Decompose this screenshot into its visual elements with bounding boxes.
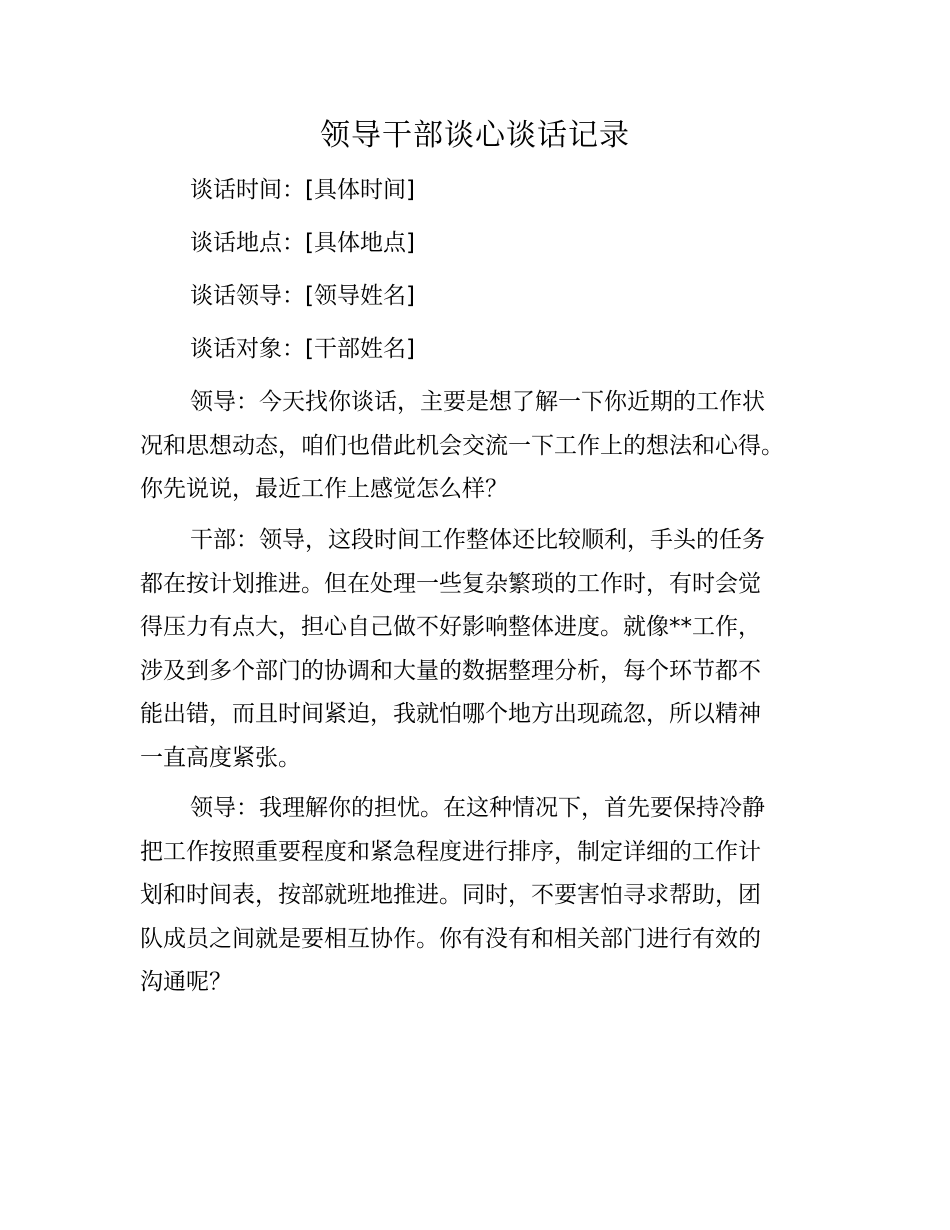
paragraph-line: 一直高度紧张。 (140, 744, 301, 771)
paragraph-cadre-reply (140, 519, 820, 780)
paragraph-line: 领导：今天找你谈话，主要是想了解一下你近期的工作状 (190, 389, 765, 415)
paragraph-line: 把工作按照重要程度和紧急程度进行排序，制定详细的工作计 (140, 838, 761, 865)
paragraph-leader-opening (140, 381, 820, 512)
meta-talk-subject: 谈话对象：[干部姓名] (190, 336, 415, 362)
paragraph-line: 涉及到多个部门的协调和大量的数据整理分析，每个环节都不 (140, 657, 761, 684)
paragraph-line: 沟通呢？ (140, 969, 232, 995)
paragraph-leader-advice (140, 787, 820, 1005)
paragraph-line: 队成员之间就是要相互协作。你有没有和相关部门进行有效的 (140, 925, 761, 952)
page-title: 领导干部谈心谈话记录 (320, 118, 630, 153)
paragraph-line: 干部：领导，这段时间工作整体还比较顺利，手头的任务 (190, 527, 765, 553)
paragraph-line: 得压力有点大，担心自己做不好影响整体进度。就像**工作， (140, 614, 761, 640)
paragraph-line: 能出错，而且时间紧迫，我就怕哪个地方出现疏忽，所以精神 (140, 701, 761, 727)
meta-talk-location: 谈话地点：[具体地点] (190, 230, 415, 256)
paragraph-line: 划和时间表，按部就班地推进。同时，不要害怕寻求帮助，团 (140, 882, 761, 908)
paragraph-line: 你先说说，最近工作上感觉怎么样？ (140, 476, 508, 502)
meta-talk-leader: 谈话领导：[领导姓名] (190, 283, 415, 309)
meta-talk-time: 谈话时间：[具体时间] (190, 177, 415, 203)
paragraph-line: 况和思想动态，咱们也借此机会交流一下工作上的想法和心得。 (140, 432, 784, 459)
paragraph-line: 领导：我理解你的担忧。在这种情况下，首先要保持冷静 (190, 795, 765, 821)
paragraph-line: 都在按计划推进。但在处理一些复杂繁琐的工作时，有时会觉 (140, 570, 761, 597)
